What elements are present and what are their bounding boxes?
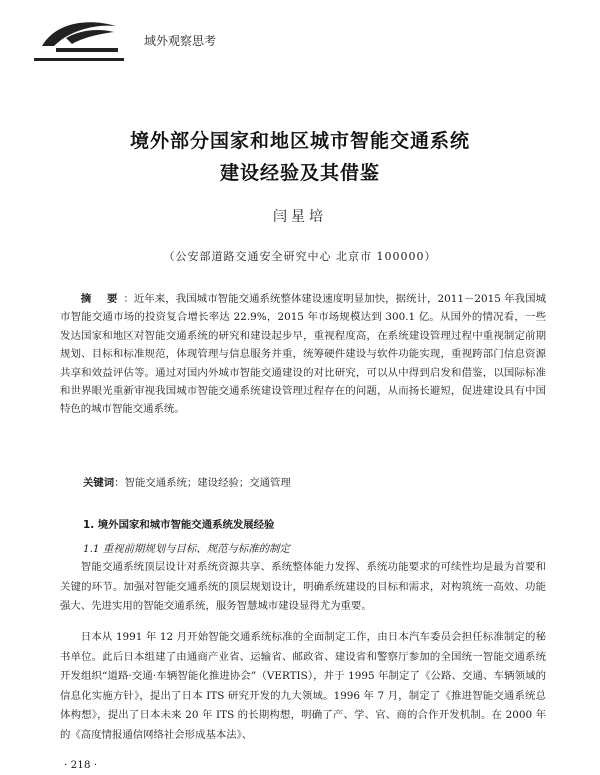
page-header: [26, 14, 586, 64]
body-paragraph-2: 日本从 1991 年 12 月开始智能交通系统标准的全面制定工作，由日本汽车委员会担任标准制定的秘书单位。此后日本组建了由通商产业省、运输省、邮政省、建设省和警察厅参加的全国统一智能交通系统开发组织“道路·交通·车辆智能化推进协会”（VERTIS），并于 1995 年制定了《公路、交通、车辆领域的信息化实施方针》，提出了日本 ITS 研究开发的九大领域。1996 年 7 月，制定了《推进智能交通系统总体构想》，提出了日本未来 20 年 ITS 的长期构想，明确了产、学、官、商的合作开发机制。在 2000 年的《高度情报通信网络社会形成基本法》、: [60, 631, 546, 741]
author-name: 闫星培: [273, 209, 327, 225]
keywords-label: 关键词: [83, 477, 115, 489]
section-heading-1: 1. 境外国家和城市智能交通系统发展经验: [83, 519, 275, 531]
page-number: · 218 ·: [64, 759, 98, 771]
paper-title-line-1: 境外部分国家和地区城市智能交通系统: [129, 130, 470, 152]
abstract: [60, 290, 546, 419]
section-heading-1-1: 1.1 重视前期规划与目标、规范与标准的制定: [83, 543, 290, 555]
abstract-text: ：近年来，我国城市智能交通系统整体建设速度明显加快，据统计，2011－2015 年我国城市智能交通市场的投资复合增长率达 22.9%，2015 年市场规模达到 300.1 亿。从国外的情况看，一些发达国家和地区对智能交通系统的研究和建设起步早，重视程度高，在系统建设管理过程中重视制定前期规划、目标和标准规范，体现管理与信息服务并重，统筹硬件建设与软件功能实现，重视跨部门信息资源共享和效益评估等。通过对国内外城市智能交通建设的对比研究，可以从中得到启发和借鉴，以国际标准和世界眼光重新审视我国城市智能交通系统建设管理过程存在的问题，从而扬长避短，促进建设具有中国特色的城市智能交通系统。: [60, 293, 546, 416]
paper-title-line-2: 建设经验及其借鉴: [219, 162, 380, 184]
journal-logo: [36, 16, 128, 56]
keywords-text: ：智能交通系统；建设经验；交通管理: [114, 477, 291, 489]
author-affiliation: （公安部道路交通安全研究中心 北京市 100000）: [163, 250, 437, 263]
header-rule: [34, 58, 124, 61]
body-paragraph-1: 智能交通系统顶层设计对系统资源共享、系统整体能力发挥、系统功能要求的可续性均是最为首要和关键的环节。加强对智能交通系统的顶层规划设计，明确系统建设的目标和需求，对构筑统一高效、功能强大、先进实用的智能交通系统，服务智慧城市建设显得尤为重要。: [60, 561, 546, 613]
abstract-label: 摘 要: [80, 293, 124, 305]
keywords: [83, 474, 291, 489]
section-header-title: 域外观察思考: [144, 34, 217, 48]
